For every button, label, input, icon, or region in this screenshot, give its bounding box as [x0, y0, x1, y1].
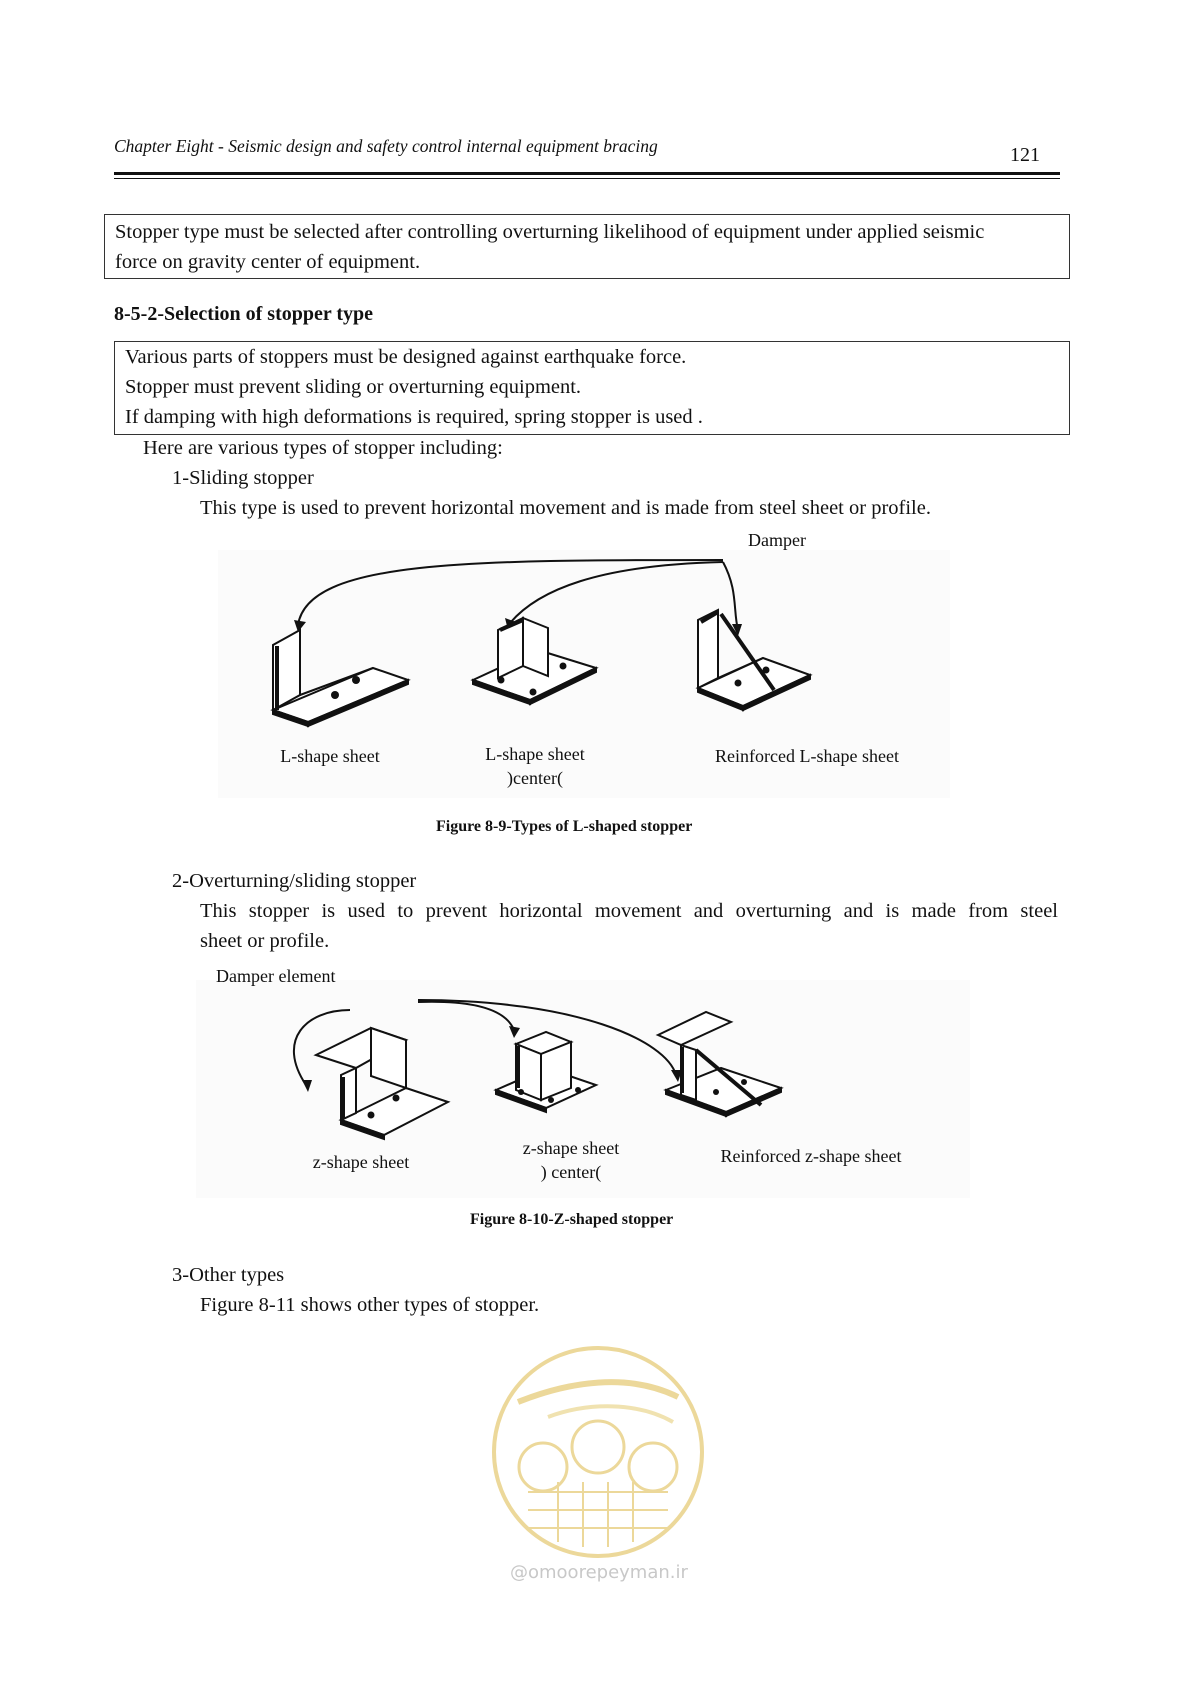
z-shape-sheet-drawing	[316, 1028, 448, 1139]
item3-text: Figure 8-11 shows other types of stopper.	[200, 1294, 540, 1316]
watermark-url	[510, 1562, 688, 1583]
figure1-caption: Figure 8-9-Types of L-shaped stopper	[436, 818, 693, 835]
requirement-line-1: Various parts of stoppers must be designed against earthquake force.	[125, 346, 687, 368]
requirements-box	[114, 341, 1070, 435]
requirement-line-3: If damping with high deformations is required, spring stopper is used .	[125, 406, 703, 428]
item2-text-line2: sheet or profile.	[200, 930, 330, 952]
item1-text: This type is used to prevent horizontal movement and is made from steel sheet or profile.	[200, 497, 931, 519]
watermark-seal-icon	[488, 1342, 708, 1562]
header-rule-thick	[114, 172, 1060, 175]
header-rule-thin	[114, 178, 1060, 179]
figure1-label-center-sub: )center(	[507, 768, 563, 788]
figure2-label-center: z-shape sheet	[522, 1138, 620, 1158]
page-number: 121	[1010, 144, 1040, 166]
note-box-overturning	[104, 214, 1070, 279]
figure2-damper-label: Damper element	[216, 966, 336, 986]
reinforced-z-shape-drawing	[658, 1012, 781, 1116]
watermark-url-text: omoorepeyman.ir	[528, 1562, 688, 1583]
figure2-label-right: Reinforced z-shape sheet	[720, 1146, 902, 1166]
intro-text: Here are various types of stopper including:	[143, 437, 503, 459]
figure2-label-left: z-shape sheet	[312, 1152, 410, 1172]
figure2-label-center-sub: ) center(	[540, 1162, 602, 1182]
item2-text-line1: This stopper is used to prevent horizontal movement and overturning and is made from steel	[200, 900, 1058, 922]
section-heading: 8-5-2-Selection of stopper type	[114, 303, 374, 325]
figure1-label-right: Reinforced L-shape sheet	[715, 746, 899, 766]
figure1-damper-label: Damper	[748, 530, 806, 550]
running-header: Chapter Eight - Seismic design and safety control internal equipment bracing	[114, 136, 658, 156]
item2-title: 2-Overturning/sliding stopper	[172, 870, 417, 892]
note-line-2: force on gravity center of equipment.	[115, 251, 421, 273]
figure1-label-left: L-shape sheet	[280, 746, 380, 766]
requirement-line-2: Stopper must prevent sliding or overturning equipment.	[125, 376, 582, 398]
note-line-1: Stopper type must be selected after controlling overturning likelihood of equipment under applied seismic	[115, 221, 985, 243]
at-icon: @	[510, 1562, 528, 1583]
item1-title: 1-Sliding stopper	[172, 467, 314, 489]
l-shape-sheet-drawing	[273, 630, 408, 726]
watermark-logo	[488, 1342, 708, 1562]
z-shape-sheet-center-drawing	[496, 1032, 596, 1112]
figure1-label-center: L-shape sheet	[485, 744, 585, 764]
figure2-caption: Figure 8-10-Z-shaped stopper	[470, 1211, 674, 1228]
reinforced-l-shape-drawing	[698, 610, 810, 710]
item3-title: 3-Other types	[172, 1264, 285, 1286]
